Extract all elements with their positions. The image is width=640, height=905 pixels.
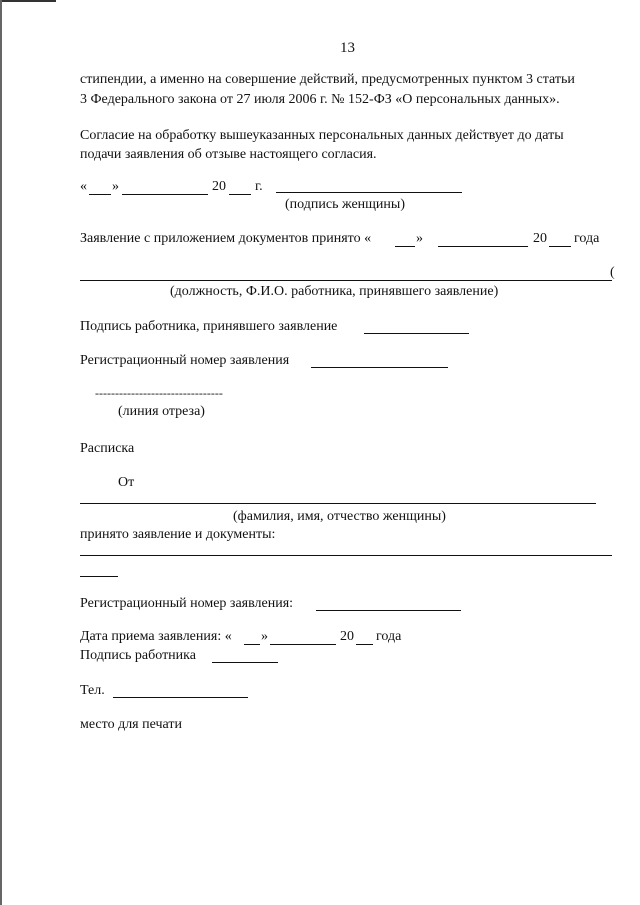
paragraph-2-line-1: Согласие на обработку вышеуказанных персональных данных действует до даты [80,128,564,143]
consent-date-open-quote: « [80,179,87,194]
caption-cut-line: (линия отреза) [118,404,205,419]
application-accepted-text: Заявление с приложением документов принято « [80,231,372,246]
paragraph-1-line-1: стипендии, а именно на совершение действий, предусмотренных пунктом 3 статьи [80,72,575,87]
paren-open: ( [610,265,615,280]
woman-signature-blank [276,192,462,193]
receipt-date-month-blank [270,644,336,645]
caption-employee-position: (должность, Ф.И.О. работника, принявшего заявление) [170,284,499,299]
receipt-date-label: Дата приема заявления: « [80,629,232,644]
phone-label: Тел. [80,683,105,698]
receipt-title: Расписка [80,441,135,456]
consent-date-close-quote: » [112,179,119,194]
page-frame-left-edge [0,0,2,905]
registration-number-label: Регистрационный номер заявления [80,353,290,368]
employee-signature-label: Подпись работника, принявшего заявление [80,319,338,334]
accepted-documents-blank-1 [80,555,612,556]
paragraph-1-line-2: 3 Федерального закона от 27 июля 2006 г. № 152-ФЗ «О персональных данных». [80,92,560,107]
receipt-registration-number-blank [316,610,461,611]
employee-position-blank [80,280,612,281]
consent-date-day-blank [89,194,111,195]
cut-line: -------------------------------- [95,386,223,400]
stamp-place-label: место для печати [80,717,182,732]
application-close-quote: » [416,231,423,246]
caption-full-name: (фамилия, имя, отчество женщины) [233,509,446,524]
receipt-from-label: От [118,475,135,490]
registration-number-blank [311,367,448,368]
application-year-prefix: 20 [533,231,547,246]
receipt-full-name-blank [80,503,596,504]
caption-woman-signature: (подпись женщины) [285,197,405,212]
application-year-suffix: года [574,231,600,246]
paragraph-2-line-2: подачи заявления об отзыве настоящего согласия. [80,147,377,162]
consent-date-month-blank [122,194,208,195]
phone-blank [113,697,248,698]
receipt-employee-signature-label: Подпись работника [80,648,196,663]
consent-date-year-prefix: 20 [212,179,226,194]
receipt-date-close-quote: » [261,629,268,644]
receipt-date-year-blank [356,644,373,645]
application-month-blank [438,246,528,247]
application-day-blank [395,246,415,247]
receipt-date-year-suffix: года [376,629,402,644]
accepted-documents-label: принято заявление и документы: [80,527,276,542]
consent-date-year-blank [229,194,251,195]
receipt-date-day-blank [244,644,260,645]
consent-date-year-suffix: г. [255,179,263,194]
page-frame-top-edge [0,0,56,2]
receipt-registration-number-label: Регистрационный номер заявления: [80,596,294,611]
application-year-blank [549,246,571,247]
receipt-employee-signature-blank [212,662,278,663]
receipt-date-year-prefix: 20 [340,629,354,644]
accepted-documents-blank-2 [80,576,118,577]
employee-signature-blank [364,333,469,334]
page-number: 13 [340,40,355,56]
